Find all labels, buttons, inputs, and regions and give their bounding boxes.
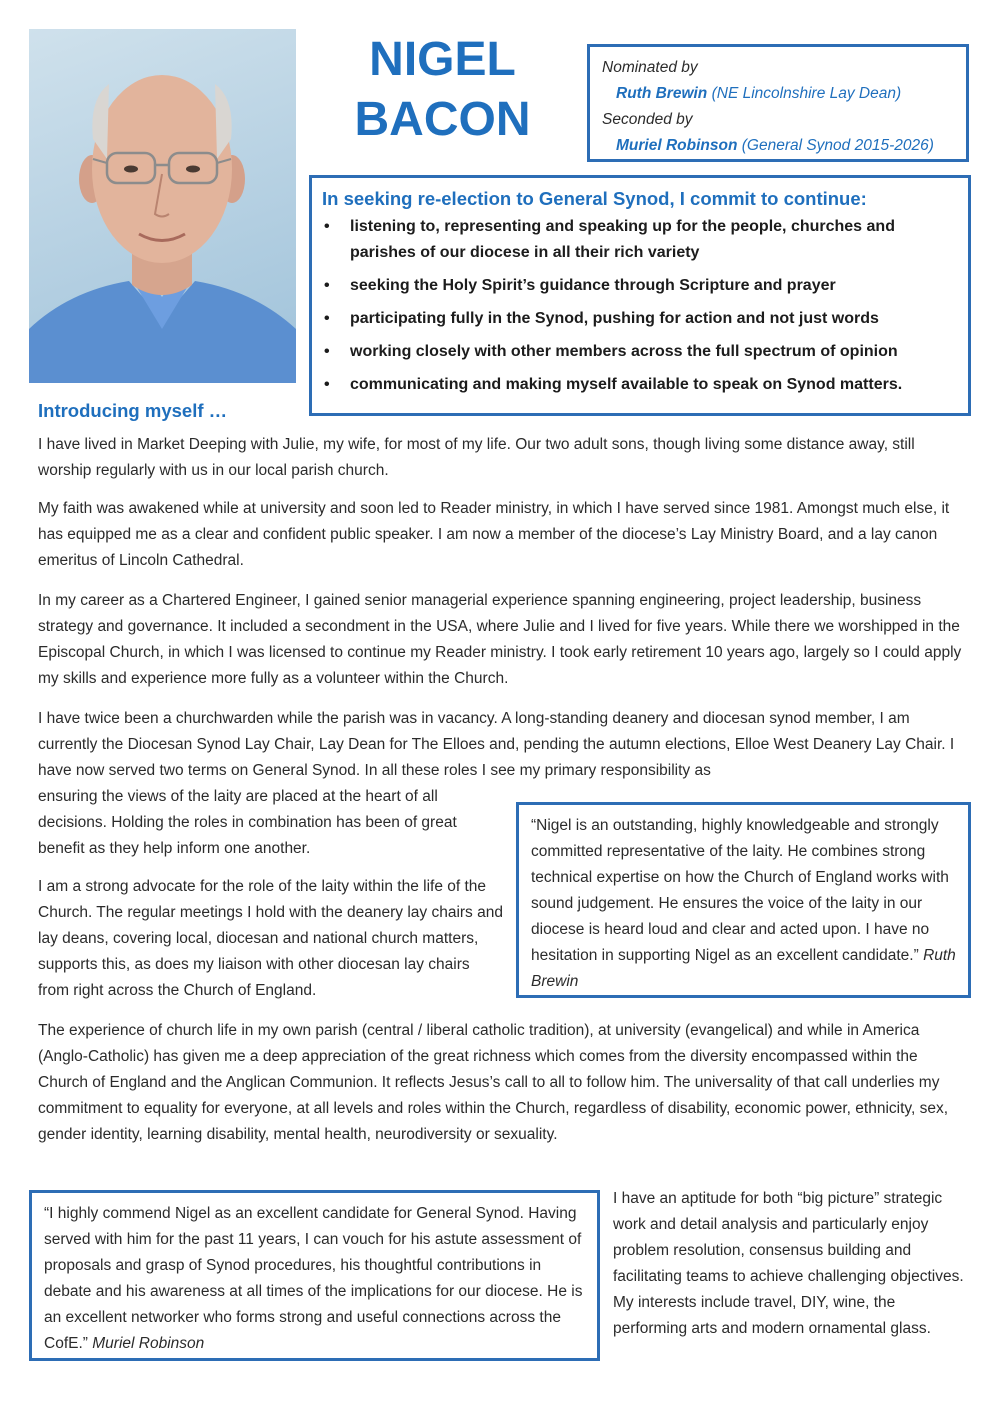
paragraph-diversity: The experience of church life in my own parish (central / liberal catholic tradition), at university (evangelical) and while in America (Anglo-Catholic) has given me a deep appreciation of the great richness which comes from the diversity encompassed within the Church of England and the Anglican Communion. It reflects Jesus’s call to all to follow him. The universality of that call underlies my commitment to equality for everyone, at all levels and roles within the Church, regardless of disability, economic power, ethnicity, sex, gender identity, learning disability, mental health, neurodiversity or sexuality.	[38, 1022, 949, 1143]
quote-text: “Nigel is an outstanding, highly knowledgeable and strongly committed representative of the laity. He combines strong technical expertise on how the Church of England works with sound judgement. He ensures the voice of the laity in our diocese is heard loud and clear and acted upon. I have no hesitation in supporting Nigel as an excellent candidate.”	[531, 817, 949, 964]
nominator	[602, 81, 954, 107]
candidate-name	[330, 30, 555, 150]
commitment-item: • participating fully in the Synod, pushing for action and not just words	[322, 306, 958, 332]
paragraph-interests: I have an aptitude for both “big picture” strategic work and detail analysis and particularly enjoy problem resolution, consensus building and facilitating teams to achieve challenging objectives. My interests include travel, DIY, wine, the performing arts and modern ornamental glass.	[613, 1190, 964, 1337]
intro-heading: Introducing myself …	[38, 400, 228, 421]
seconder-name: Muriel Robinson	[616, 137, 738, 154]
quote-author: Ruth Brewin	[531, 947, 956, 990]
candidate-first-name: NIGEL	[369, 33, 516, 86]
nominator-name: Ruth Brewin	[616, 85, 708, 102]
commitment-item: • working closely with other members across the full spectrum of opinion	[322, 339, 958, 365]
paragraph-roles: I have twice been a churchwarden while the parish was in vacancy. A long-standing deanery and diocesan synod member, I am currently the Diocesan Synod Lay Chair, Lay Dean for The Elloes and, pending the autumn elections, Elloe West Deanery Lay Chair. I have now served two terms on General Synod. In all these roles I see my primary responsibility as	[38, 710, 955, 779]
commitments-title: In seeking re-election to General Synod, I commit to continue:	[322, 188, 867, 209]
quote-ruth-brewin	[516, 802, 971, 998]
paragraph-faith: My faith was awakened while at university and soon led to Reader ministry, in which I have served since 1981. Amongst much else, it has equipped me as a clear and confident public speaker. I am now a member of the diocese’s Lay Ministry Board, and a lay canon emeritus of Lincoln Cathedral.	[38, 500, 950, 569]
paragraph-career: In my career as a Chartered Engineer, I gained senior managerial experience spanning engineering, project leadership, business strategy and governance. It included a secondment in the USA, where Julie and I lived for five years. While there we worshipped in the Episcopal Church, in which I was licensed to continue my Reader ministry. I took early retirement 10 years ago, largely so I could apply my skills and experience more fully as a volunteer within the Church.	[38, 592, 962, 687]
paragraph-laity: I am a strong advocate for the role of the laity within the life of the Church. The regular meetings I hold with the deanery lay chairs and lay deans, covering local, diocesan and national church matters, supports this, as does my liaison with other diocesan lay chairs from right across the Church of England.	[38, 878, 503, 999]
commitment-item: • listening to, representing and speaking up for the people, churches and parishes of our diocese in all their rich variety	[322, 214, 958, 266]
quote-author: Muriel Robinson	[92, 1335, 205, 1352]
quote-muriel-robinson	[29, 1190, 600, 1361]
paragraph-roles-continued: ensuring the views of the laity are placed at the heart of all decisions. Holding the roles in combination has been of great benefit as they help inform one another.	[38, 788, 457, 857]
nominator-role: (NE Lincolnshire Lay Dean)	[711, 85, 902, 102]
commitments-box	[309, 175, 971, 416]
commitment-item: • seeking the Holy Spirit’s guidance through Scripture and prayer	[322, 273, 958, 299]
nominated-label: Nominated by	[602, 59, 698, 76]
paragraph-family: I have lived in Market Deeping with Julie, my wife, for most of my life. Our two adult sons, though living some distance away, still worship regularly with us in our local parish church.	[38, 436, 915, 479]
commitments-list	[322, 214, 958, 398]
seconder	[602, 133, 954, 159]
candidate-last-name: BACON	[354, 93, 531, 146]
quote-text: “I highly commend Nigel as an excellent candidate for General Synod. Having served with him for the past 11 years, I can vouch for his astute assessment of proposals and grasp of Synod procedures, his thoughtful contributions in debate and his awareness at all times of the implications for our diocese. He is an excellent networker who forms strong and useful connections across the CofE.”	[44, 1205, 583, 1352]
candidate-photo	[29, 29, 296, 383]
seconder-role: (General Synod 2015-2026)	[741, 137, 934, 154]
seconded-label: Seconded by	[602, 111, 693, 128]
commitment-item: • communicating and making myself available to speak on Synod matters.	[322, 372, 958, 398]
nomination-box	[587, 44, 969, 162]
